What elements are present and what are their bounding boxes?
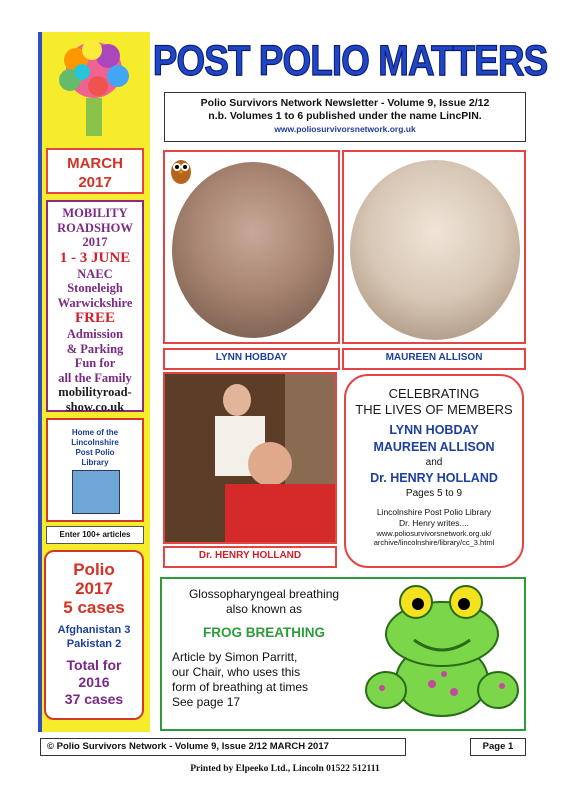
subtitle-line: n.b. Volumes 1 to 6 published under the name LincPIN. [208,110,482,122]
frog-article: See page 17 [172,695,241,709]
issue-year: 2017 [78,174,112,191]
mobility-roadshow-box [46,200,144,412]
library-url[interactable]: archive/lincolnshire/library/cc_3.html [373,538,495,547]
newsletter-title: POST POLIO MATTERS [152,36,548,84]
issue-date-box [46,148,144,194]
polio-year: 2017 [75,579,113,598]
frog-intro: Glossopharyngeal breathing [188,587,340,601]
total-year: 2016 [78,674,110,690]
website-link[interactable]: www.poliosurvivorsnetwork.org.uk [274,124,416,134]
lynn-hobday-photo [172,162,334,338]
member-name: MAUREEN ALLISON [373,440,495,454]
roadshow-line: & Parking [66,341,124,356]
pakistan-cases: Pakistan 2 [66,638,122,650]
frog-icon [362,580,522,726]
polio-stats-box [44,550,144,720]
caption-lynn: LYNN HOBDAY [163,348,340,370]
flower-bouquet-image [46,36,142,140]
roadshow-line: all the Family [58,370,132,385]
roadshow-line: Warwickshire [57,295,133,310]
roadshow-line: Fun for [74,356,116,370]
member-name: Dr. HENRY HOLLAND [370,471,498,485]
roadshow-line: NAEC [77,266,113,281]
issue-month: MARCH [67,155,123,172]
frog-article: Article by Simon Parritt, [172,650,298,664]
pages-text: Pages 5 to 9 [405,488,463,499]
roadshow-line: Stoneleigh [67,281,123,295]
frog-intro: also known as [225,602,303,616]
roadshow-url: mobilityroad- [58,385,132,399]
owl-icon [168,152,194,186]
caption-maureen: MAUREEN ALLISON [342,348,526,370]
henry-holland-photo [163,372,337,544]
library-book-icon [72,470,120,514]
newsletter-subtitle-box [164,92,526,142]
subtitle-line: Polio Survivors Network Newsletter - Volume 9, Issue 2/12 [200,97,490,109]
library-line: Lincolnshire [71,438,119,447]
celebrating-box [344,374,524,568]
celebrate-heading: CELEBRATING [388,386,480,401]
library-line: Library [81,458,109,467]
polio-cases: 5 cases [63,598,125,617]
enter-articles-button[interactable]: Enter 100+ articles [46,526,144,544]
library-url[interactable]: www.poliosurvivorsnetwork.org.uk/ [376,529,492,538]
henry-photo-illustration [165,374,335,542]
roadshow-line: 2017 [82,235,108,249]
celebrate-heading: THE LIVES OF MEMBERS [355,402,513,417]
total-label: Total for [66,657,122,673]
polio-label: Polio [73,560,115,579]
frog-article: our Chair, who uses this [172,665,301,679]
roadshow-line: MOBILITY [62,206,128,220]
afghanistan-cases: Afghanistan 3 [57,624,131,636]
roadshow-line: Admission [66,327,124,341]
page-number: Page 1 [470,738,526,756]
roadshow-free: FREE [74,310,115,326]
frog-article: form of breathing at times [172,680,309,694]
frog-text-block [172,587,356,710]
total-cases: 37 cases [64,691,124,707]
frog-title: FROG BREATHING [203,625,325,640]
library-text: Lincolnshire Post Polio Library [376,507,492,517]
library-line: Home of the [71,428,119,437]
and-text: and [425,457,443,468]
roadshow-dates: 1 - 3 JUNE [59,249,131,266]
caption-henry: Dr. HENRY HOLLAND [163,546,337,568]
maureen-allison-photo [350,160,520,340]
roadshow-line: ROADSHOW [57,220,133,235]
library-line: Post Polio [75,448,115,457]
writes-text: Dr. Henry writes.... [399,518,469,528]
roadshow-url: show.co.uk [65,399,125,414]
printed-by: Printed by Elpeeko Ltd., Lincoln 01522 512111 [190,764,380,774]
footer-text: © Polio Survivors Network - Volume 9, Issue 2/12 MARCH 2017 [40,738,406,756]
member-name: LYNN HOBDAY [389,423,479,437]
